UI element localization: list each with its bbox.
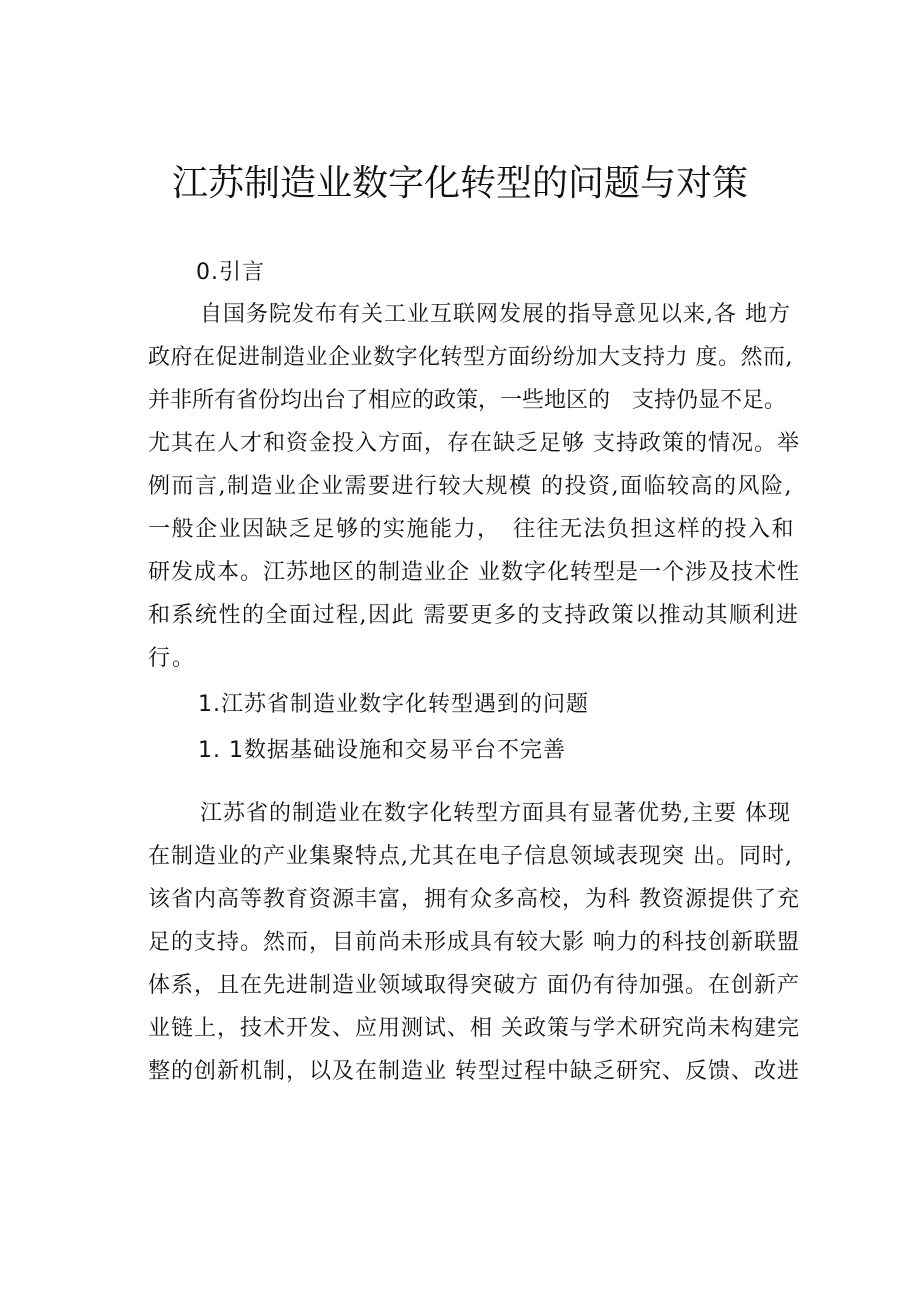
paragraph-line: 在制造业的产业集聚特点,尤其在电子信息领域表现突 出。同时,: [148, 844, 793, 869]
section-intro-heading: 0.引言: [196, 260, 265, 285]
paragraph-line: 业链上，技术开发、应用测试、相 关政策与学术研究尚未构建完: [148, 1016, 800, 1041]
paragraph-line: 并非所有省份均出台了相应的政策，一些地区的 支持仍显不足。: [148, 388, 787, 413]
paragraph-line: 自国务院发布有关工业互联网发展的指导意见以来,各 地方: [200, 302, 791, 327]
paragraph-line: 足的支持。然而，目前尚未形成具有较大影 响力的科技创新联盟: [148, 930, 800, 955]
section-1-heading: 1.江苏省制造业数字化转型遇到的问题: [198, 692, 589, 717]
paragraph-line: 政府在促进制造业企业数字化转型方面纷纷加大支持力 度。然而,: [148, 345, 793, 370]
paragraph-line: 尤其在人才和资金投入方面，存在缺乏足够 支持政策的情况。举: [148, 431, 800, 456]
paragraph-line: 该省内高等教育资源丰富，拥有众多高校，为科 教资源提供了充: [148, 887, 800, 912]
section-1-1-heading: 1. 1数据基础设施和交易平台不完善: [198, 738, 566, 763]
paragraph-line: 江苏省的制造业在数字化转型方面具有显著优势,主要 体现: [200, 801, 791, 826]
paragraph-line: 和系统性的全面过程,因此 需要更多的支持政策以推动其顺利进: [148, 603, 800, 628]
paragraph-line: 一般企业因缺乏足够的实施能力， 往往无法负担这样的投入和: [148, 517, 796, 542]
paragraph-line: 例而言,制造业企业需要进行较大规模 的投资,面临较高的风险,: [148, 474, 793, 499]
paragraph-line: 整的创新机制，以及在制造业 转型过程中缺乏研究、反馈、改进: [148, 1059, 800, 1084]
paragraph-line: 行。: [148, 646, 197, 671]
page-title: 江苏制造业数字化转型的问题与对策: [171, 163, 748, 204]
paragraph-line: 研发成本。江苏地区的制造业企 业数字化转型是一个涉及技术性: [148, 560, 800, 585]
paragraph-line: 体系，且在先进制造业领域取得突破方 面仍有待加强。在创新产: [148, 973, 800, 998]
